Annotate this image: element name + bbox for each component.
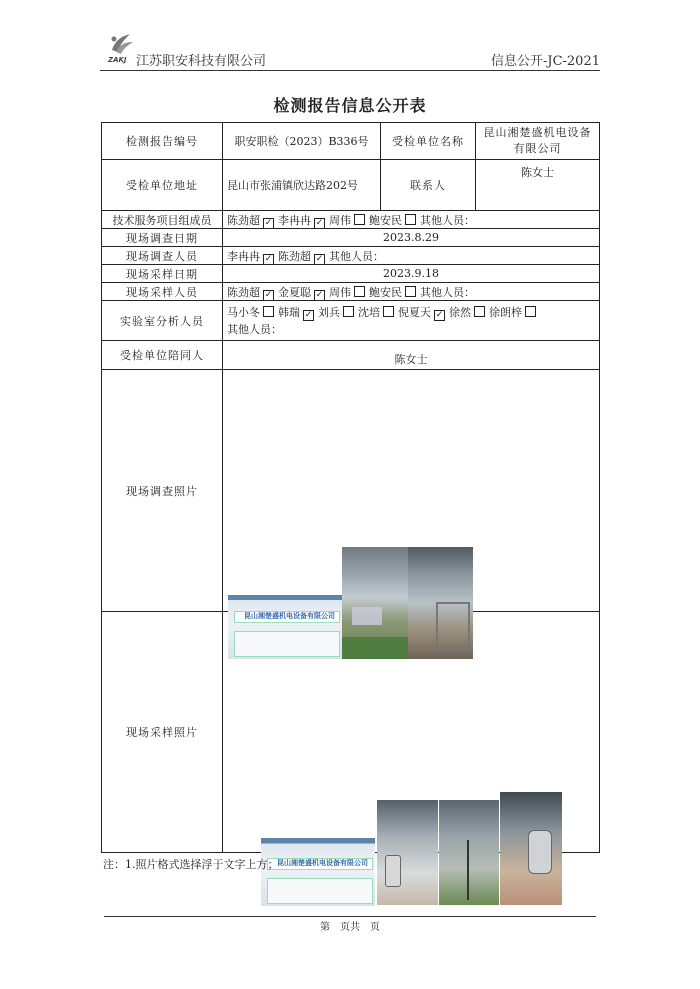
checkbox-empty-icon[interactable] (405, 214, 416, 225)
surveyors (223, 247, 600, 265)
checkbox-checked-icon[interactable]: ✓ (315, 253, 324, 264)
table-row (102, 301, 600, 341)
company-name: 江苏职安科技有限公司 (136, 54, 267, 69)
escort-value: 陈女士 (223, 341, 600, 370)
sampling-date-label: 现场采样日期 (102, 265, 223, 283)
lab-staff (223, 301, 600, 341)
table-row (102, 265, 600, 283)
checkbox-empty-icon[interactable] (474, 306, 485, 317)
checkbox-checked-icon[interactable]: ✓ (264, 217, 273, 228)
table-row (102, 211, 600, 229)
survey-sign-text: 昆山湘楚盛机电设备有限公司 (244, 611, 335, 620)
sampling-date-value: 2023.9.18 (223, 265, 600, 283)
checkbox-empty-icon[interactable] (263, 306, 274, 317)
sampling-photos-label: 现场采样照片 (102, 612, 223, 853)
sampling-photo-handheld (500, 792, 562, 905)
page-header (100, 36, 600, 71)
company-logo (106, 30, 136, 64)
table-row (102, 123, 600, 160)
contact-value: 陈女士 (476, 160, 600, 211)
escort-label: 受检单位陪同人 (102, 341, 223, 370)
table-row (102, 370, 600, 612)
survey-photo-workshop-2 (408, 547, 473, 659)
team-members (223, 211, 600, 229)
address-value: 昆山市张浦镇欣达路202号 (223, 160, 381, 211)
sampling-photo-sign (261, 838, 375, 906)
survey-date-label: 现场调查日期 (102, 229, 223, 247)
checkbox-empty-icon[interactable] (354, 214, 365, 225)
team-other: 其他人员： (420, 213, 475, 227)
surveyors-label: 现场调查人员 (102, 247, 223, 265)
checkbox-checked-icon[interactable]: ✓ (435, 309, 444, 320)
checkbox-empty-icon[interactable] (354, 286, 365, 297)
table-row (102, 229, 600, 247)
sampling-sign-text: 昆山湘楚盛机电设备有限公司 (277, 859, 368, 867)
survey-photos-label: 现场调查照片 (102, 370, 223, 612)
checkbox-checked-icon[interactable]: ✓ (315, 217, 324, 228)
survey-date-value: 2023.8.29 (223, 229, 600, 247)
samplers (223, 283, 600, 301)
lab-analyst-name: 倪夏天 (398, 305, 431, 319)
samplers-label: 现场采样人员 (102, 283, 223, 301)
surveyors-other: 其他人员： (329, 249, 384, 263)
surveyor-name: 陈劲超 (278, 249, 311, 263)
survey-photos-cell (223, 370, 600, 620)
lab-analyst-name: 沈培 (358, 305, 380, 319)
svg-text:ZAKJ: ZAKJ (108, 56, 127, 64)
checkbox-empty-icon[interactable] (343, 306, 354, 317)
team-member-name: 陈劲超 (227, 213, 260, 227)
team-member-name: 周伟 (329, 213, 351, 227)
lab-analyst-name: 刘兵 (318, 305, 340, 319)
lab-analyst-name: 韩瑞 (278, 305, 300, 319)
sampler-name: 鲍安民 (369, 285, 402, 299)
table-row (102, 283, 600, 301)
checkbox-checked-icon[interactable]: ✓ (264, 253, 273, 264)
checkbox-empty-icon[interactable] (405, 286, 416, 297)
survey-photo-sign (228, 595, 342, 659)
surveyor-name: 李冉冉 (227, 249, 260, 263)
report-no-label: 检测报告编号 (102, 123, 223, 160)
checkbox-checked-icon[interactable]: ✓ (315, 289, 324, 300)
samplers-other: 其他人员： (420, 285, 475, 299)
sampler-name: 金夏聪 (278, 285, 311, 299)
team-member-name: 李冉冉 (278, 213, 311, 227)
lab-analyst-name: 徐朗梓 (489, 305, 522, 319)
report-no-value: 职安职检（2023）B336号 (223, 123, 381, 160)
sampling-photo-meter (377, 800, 438, 905)
sampler-name: 周伟 (329, 285, 351, 299)
table-row (102, 160, 600, 211)
checkbox-empty-icon[interactable] (525, 306, 536, 317)
client-label: 受检单位名称 (381, 123, 476, 160)
address-label: 受检单位地址 (102, 160, 223, 211)
checkbox-checked-icon[interactable]: ✓ (264, 289, 273, 300)
lab-analyst-name: 马小冬 (227, 305, 260, 319)
contact-label: 联系人 (381, 160, 476, 211)
team-label: 技术服务项目组成员 (102, 211, 223, 229)
team-member-name: 鲍安民 (369, 213, 402, 227)
lab-analyst-name: 徐然 (449, 305, 471, 319)
page-footer: 第 页共 页 (320, 922, 380, 933)
sampler-name: 陈劲超 (227, 285, 260, 299)
checkbox-checked-icon[interactable]: ✓ (304, 309, 313, 320)
document-number: 信息公开-JC-2021 (490, 54, 600, 69)
lab-other: 其他人员： (227, 322, 282, 336)
table-row (102, 247, 600, 265)
lab-label: 实验室分析人员 (102, 301, 223, 341)
checkbox-empty-icon[interactable] (383, 306, 394, 317)
client-value: 昆山湘楚盛机电设备有限公司 (476, 123, 600, 160)
page-title: 检测报告信息公开表 (273, 96, 427, 115)
sampling-photo-tripod (439, 800, 499, 905)
survey-photo-workshop (342, 547, 408, 659)
footer-divider (104, 916, 596, 917)
footnote: 注：1.照片格式选择浮于文字上方； (103, 858, 279, 871)
table-row (102, 341, 600, 370)
